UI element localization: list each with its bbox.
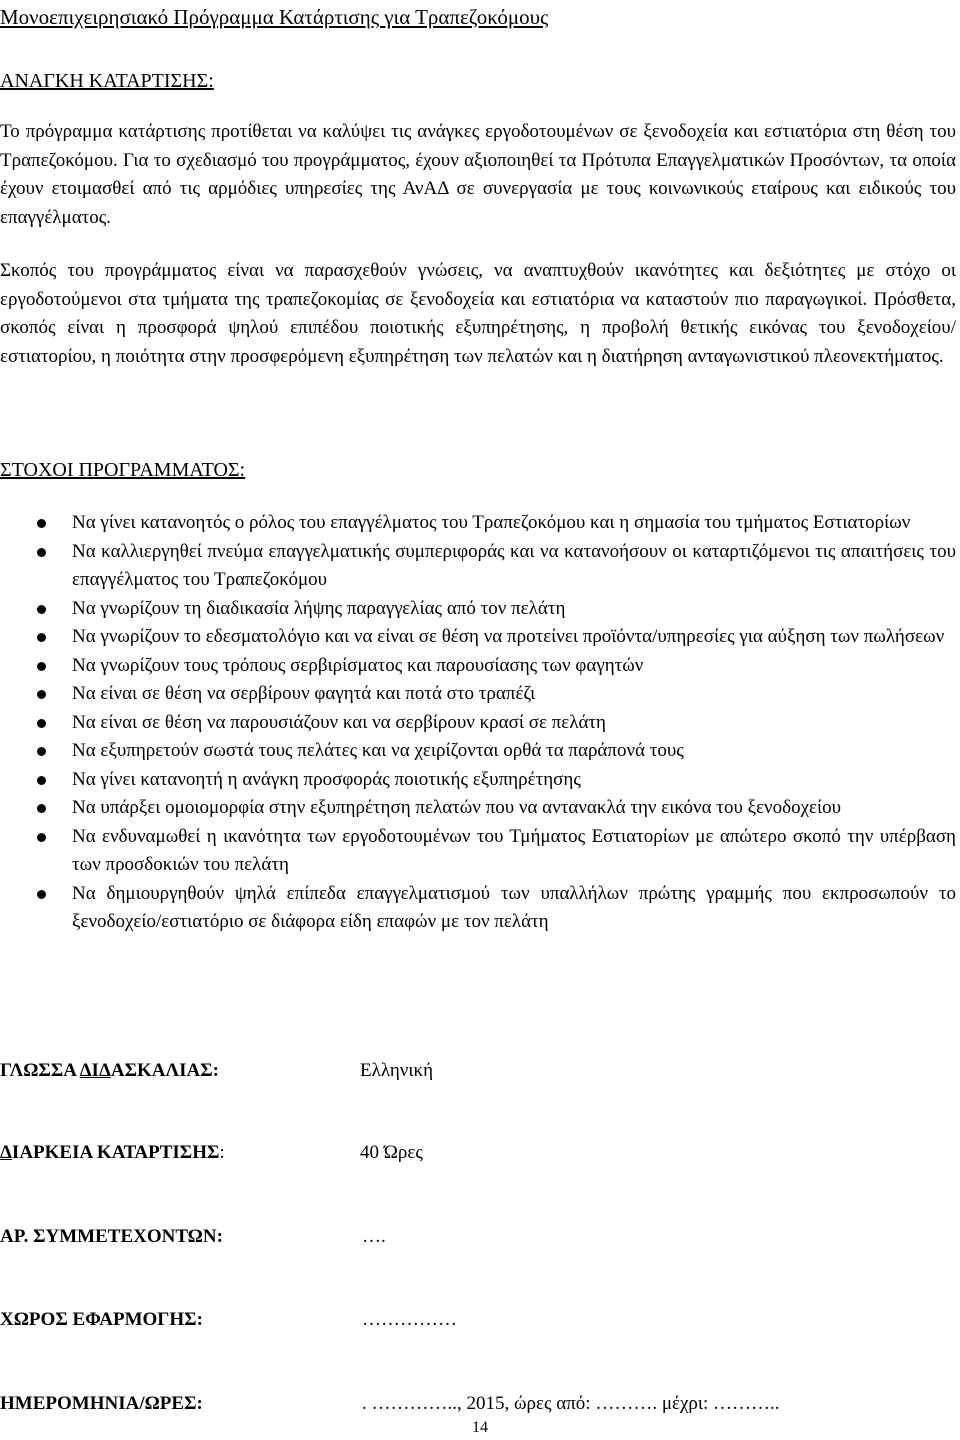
duration-label-text: ΙΑΡΚΕΙΑ ΚΑΤΑΡΤΙΣΗΣ [11, 1142, 220, 1163]
bullet-icon [37, 776, 46, 785]
bullet-icon [37, 719, 46, 728]
duration-label [0, 1139, 225, 1168]
venue-label: ΧΩΡΟΣ ΕΦΑΡΜΟΓΗΣ: [0, 1309, 203, 1330]
goal-item [0, 595, 956, 624]
goal-text: Να εξυπηρετούν σωστά τους πελάτες και να χειρίζονται ορθά τα παράπονά τους [72, 740, 684, 761]
language-value: Ελληνική [360, 1060, 434, 1081]
language-label-prefix: ΓΛΩΣΣΑ [0, 1060, 80, 1081]
need-heading: ΑΝΑΓΚΗ ΚΑΤΑΡΤΙΣΗΣ: [0, 70, 214, 92]
goal-text: Να δημιουργηθούν ψηλά επίπεδα επαγγελματισμού των υπαλλήλων πρώτης γραμμής που εκπροσωπούν το ξενοδοχείο/εστιατόριο σε διάφορα είδη επαφών με τον πελάτη [72, 882, 956, 932]
goal-text: Να είναι σε θέση να παρουσιάζουν και να σερβίρουν κρασί σε πελάτη [72, 711, 606, 733]
goal-item [0, 623, 956, 652]
goal-item [0, 823, 956, 880]
duration-value: 40 Ώρες [360, 1142, 423, 1163]
participants-label: ΑΡ. ΣΥΜΜΕΤΕΧΟΝΤΩΝ: [0, 1226, 223, 1247]
bullet-icon [37, 605, 46, 614]
language-label-underlined: ΔΙΔ [79, 1060, 111, 1081]
goals-list [0, 509, 956, 937]
goal-text: Να γνωρίζουν τη διαδικασία λήψης παραγγελίας από τον πελάτη [72, 597, 566, 619]
bullet-icon [37, 690, 46, 699]
venue-value: …………… [362, 1309, 457, 1330]
bullet-icon [37, 890, 46, 899]
info-row-participants [0, 1223, 960, 1253]
goal-text: Να γνωρίζουν το εδεσματολόγιο και να είναι σε θέση να προτείνει προϊόντα/υπηρεσίες για αύξηση των πωλήσεων [72, 626, 945, 647]
duration-label-colon: : [219, 1142, 225, 1163]
participants-value: …. [362, 1226, 386, 1247]
bullet-icon [37, 747, 46, 756]
goal-item [0, 737, 956, 766]
bullet-icon [37, 548, 46, 557]
goal-text: Να καλλιεργηθεί πνεύμα επαγγελματικής συμπεριφοράς και να κατανοήσουν οι καταρτιζόμενοι τις απαιτήσεις του επαγγέλματος του Τραπεζοκόμου [72, 540, 956, 590]
purpose-paragraph: Σκοπός του προγράμματος είναι να παρασχεθούν γνώσεις, να αναπτυχθούν ικανότητες και δεξιότητες με στόχο οι εργοδοτούμενοι στα τμήματα της τραπεζοκομίας σε ξενοδοχεία και εστιατόρια να καταστούν πιο παραγωγικοί. Πρόσθετα, σκοπός είναι η προσφορά ψηλού επιπέδου ποιοτικής εξυπηρέτησης, η προβολή θετικής εικόνας του ξενοδοχείου/εστιατορίου, η ποιότητα στην προσφερόμενη εξυπηρέτηση των πελατών και η διατήρηση ανταγωνιστικού πλεονεκτήματος. [0, 260, 956, 367]
goal-text: Να γίνει κατανοητός ο ρόλος του επαγγέλματος του Τραπεζοκόμου και η σημασία του τμήματος Εστιατορίων [72, 512, 911, 533]
dates-label: ΗΜΕΡΟΜΗΝΙΑ/ΩΡΕΣ: [0, 1393, 203, 1414]
duration-label-underlined: Δ [0, 1142, 12, 1163]
bullet-icon [37, 833, 46, 842]
goal-item [0, 709, 956, 738]
bullet-icon [37, 519, 46, 528]
goals-heading: ΣΤΟΧΟΙ ΠΡΟΓΡΑΜΜΑΤΟΣ: [0, 459, 246, 481]
document-title: Μονοεπιχειρησιακό Πρόγραμμα Κατάρτισης για Τραπεζοκόμους [0, 5, 549, 29]
goal-item [0, 794, 956, 823]
language-label-suffix: ΑΣΚΑΛΙΑΣ: [110, 1060, 219, 1081]
goal-item [0, 509, 956, 538]
goal-item [0, 538, 956, 595]
goal-item [0, 680, 956, 709]
goal-item [0, 652, 956, 681]
page-number: 14 [472, 1419, 488, 1436]
need-paragraph: Το πρόγραμμα κατάρτισης προτίθεται να καλύψει τις ανάγκες εργοδοτουμένων σε ξενοδοχεία και εστιατόρια στη θέση του Τραπεζοκόμου. Για το σχεδιασμό του προγράμματος, έχουν αξιοποιηθεί τα Πρότυπα Επαγγελματικών Προσόντων, τα οποία έχουν ετοιμασθεί από τις αρμόδιες υπηρεσίες της ΑνΑΔ σε συνεργασία με τους κοινωνικούς εταίρους και ειδικούς του επαγγέλματος. [0, 121, 956, 228]
info-row-venue [0, 1306, 960, 1336]
info-row-dates [0, 1390, 960, 1420]
goal-text: Να υπάρξει ομοιομορφία στην εξυπηρέτηση πελατών που να αντανακλά την εικόνα του ξενοδοχείου [72, 797, 842, 818]
goal-text: Να γνωρίζουν τους τρόπους σερβιρίσματος και παρουσίασης των φαγητών [72, 654, 644, 676]
goal-item [0, 880, 956, 937]
goal-text: Να είναι σε θέση να σερβίρουν φαγητά και ποτά στο τραπέζι [72, 683, 536, 704]
language-label [0, 1057, 219, 1086]
info-row-duration [0, 1139, 960, 1169]
bullet-icon [37, 804, 46, 813]
bullet-icon [37, 662, 46, 671]
goal-text: Να γίνει κατανοητή η ανάγκη προσφοράς ποιοτικής εξυπηρέτησης [72, 768, 581, 790]
info-row-language [0, 1057, 960, 1087]
bullet-icon [37, 633, 46, 642]
dates-value: . ………….., 2015, ώρες από: ………. μέχρι: ……….. [362, 1393, 780, 1414]
goal-text: Να ενδυναμωθεί η ικανότητα των εργοδοτουμένων του Τμήματος Εστιατορίων με απώτερο σκοπό την υπέρβαση των προσδοκιών του πελάτη [72, 825, 956, 875]
goal-item [0, 766, 956, 795]
